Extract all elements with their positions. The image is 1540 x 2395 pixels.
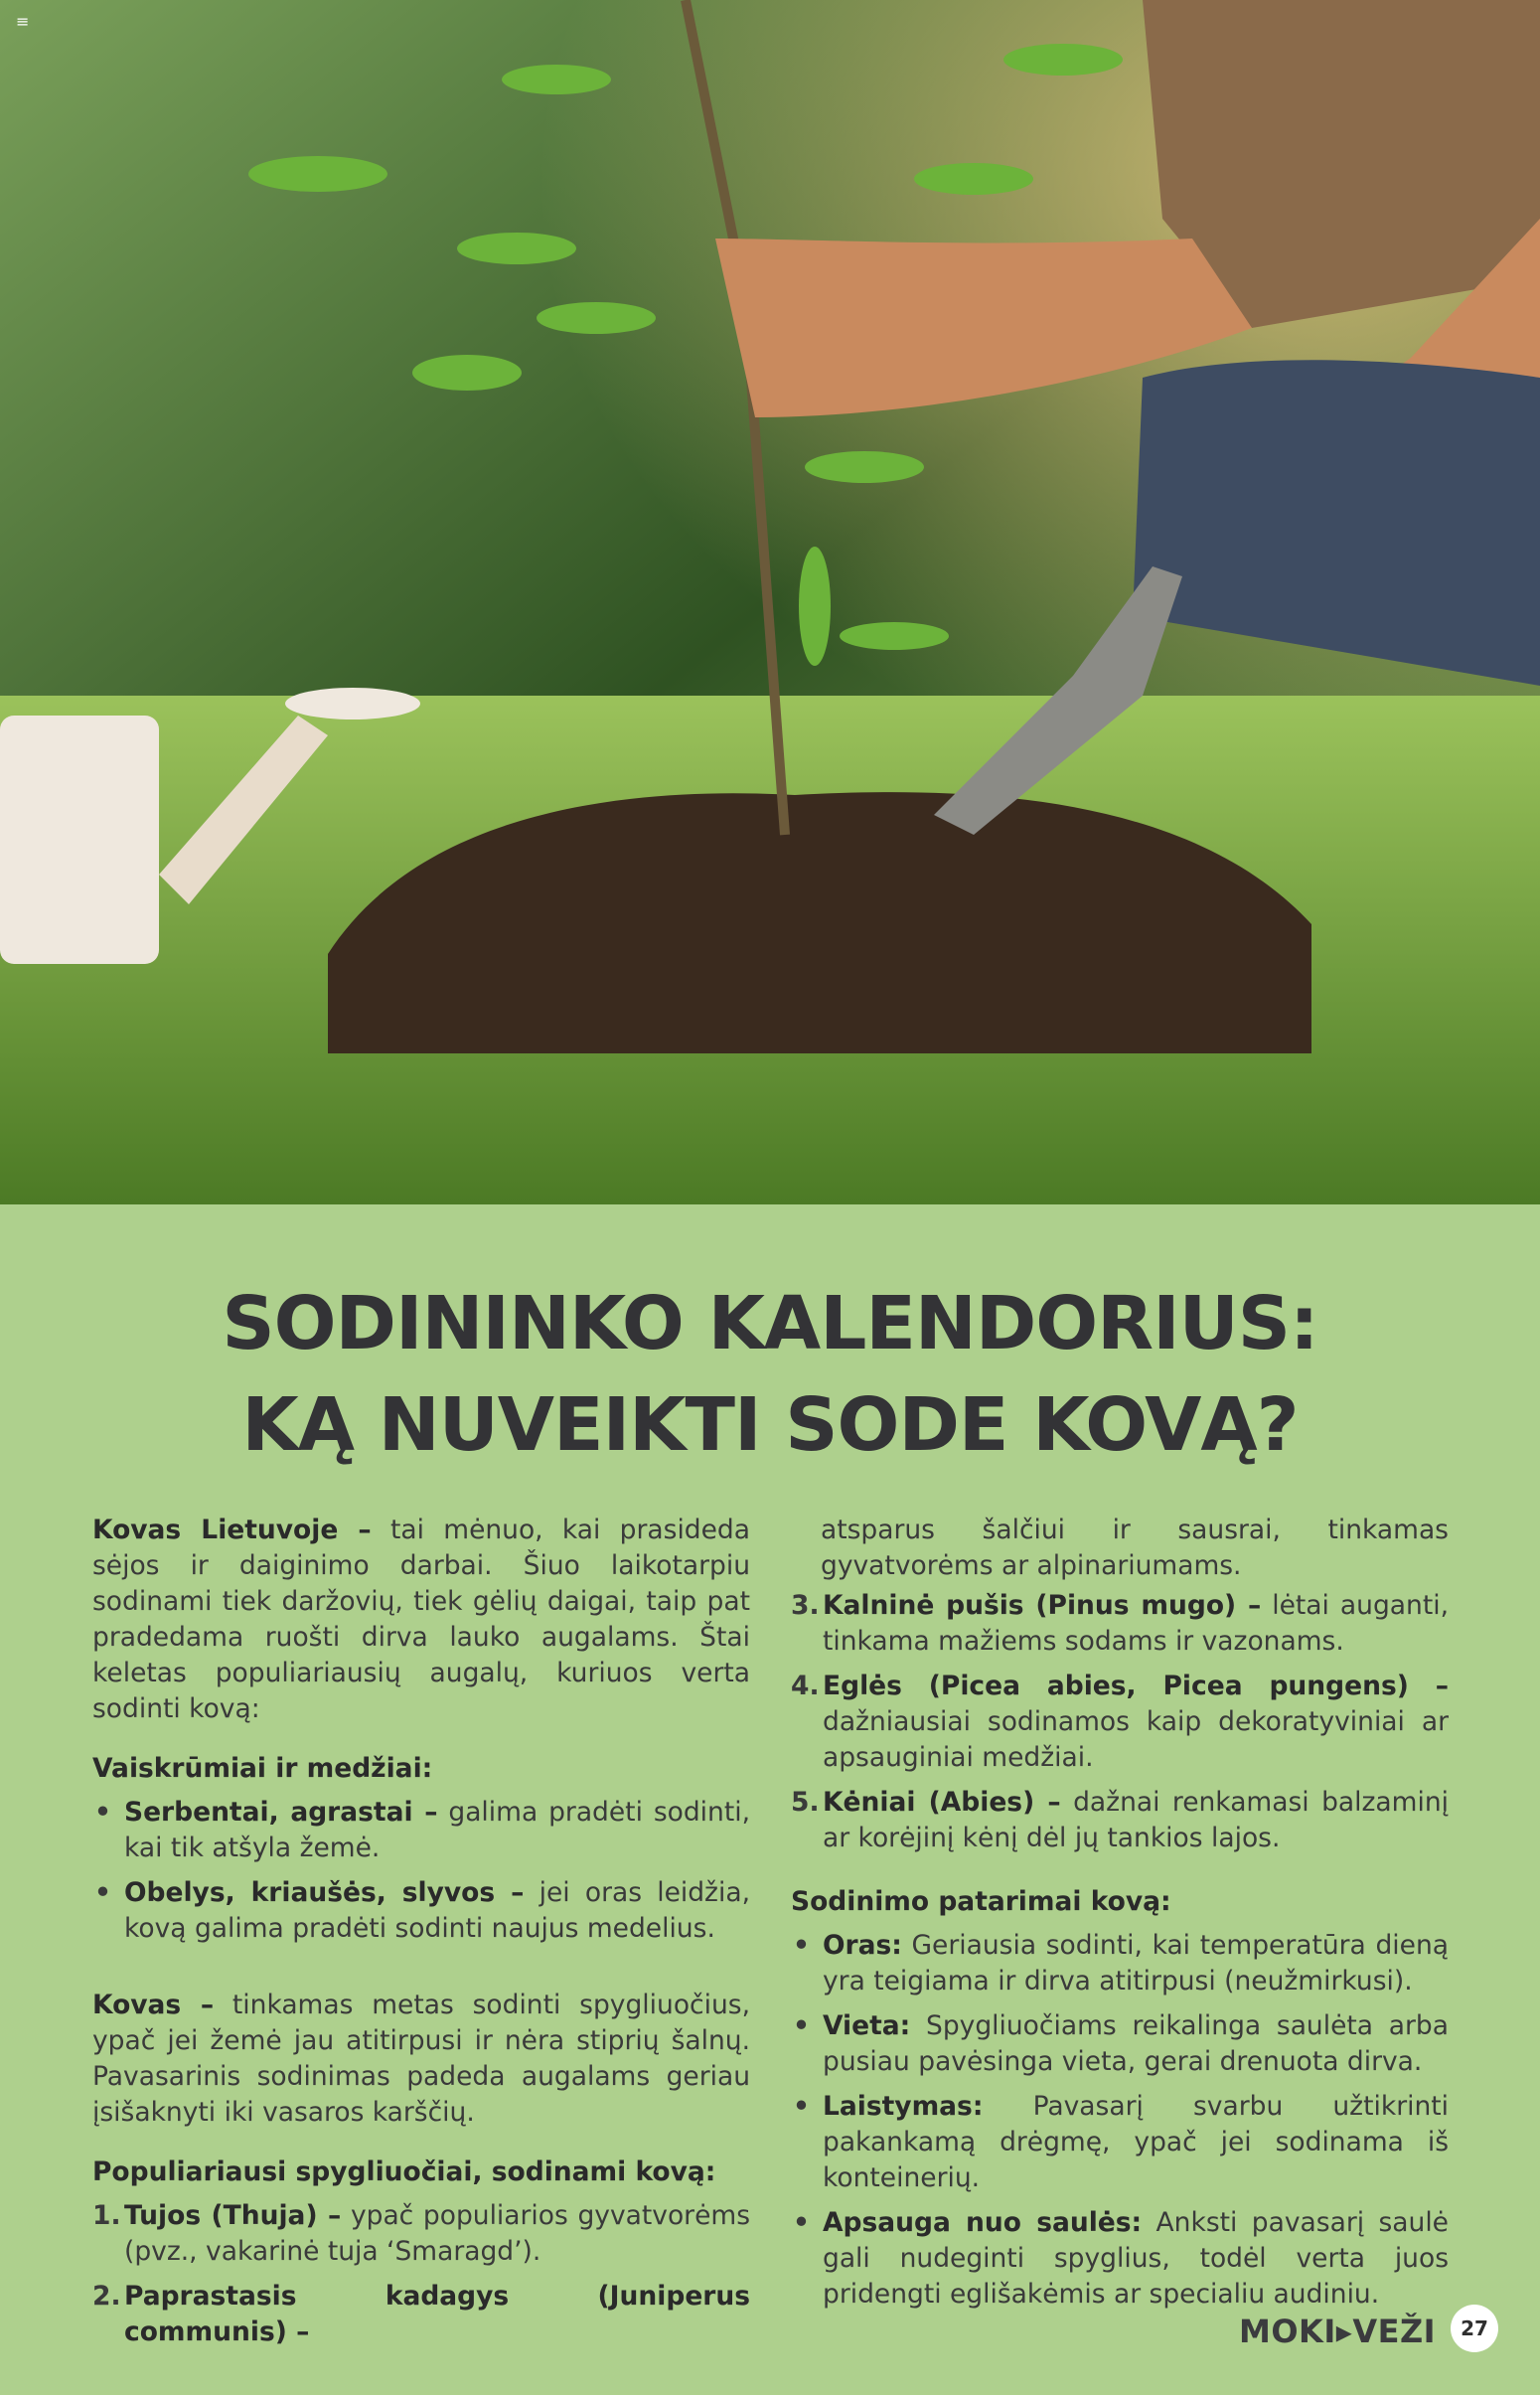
page-number: 27 [1451,2305,1498,2352]
shrubs-heading: Vaiskrūmiai ir medžiai: [92,1753,433,1784]
item-text: Spygliuočiams reikalinga saulėta arba pusiau pavėsinga vieta, gerai drenuota dirva. [823,2010,1449,2077]
list-item [92,1795,750,1866]
item-bold: Obelys, kriaušės, slyvos – [124,1877,525,1908]
list-item [92,2279,750,2350]
conifers-list [92,2198,750,2350]
intro-bold: Kovas Lietuvoje – [92,1515,372,1545]
march-paragraph [92,1988,750,2131]
left-column [92,1513,750,2359]
list-item [791,2089,1449,2196]
item-number: 2. [92,2281,121,2312]
item-text: ypač populiarios gyvatvorėms (pvz., vakarinė tuja ‘Smaragd’). [124,2200,751,2267]
item-bold: Kėniai (Abies) – [823,1787,1061,1818]
item-bold: Kalninė pušis (Pinus mugo) – [823,1590,1262,1621]
item-bold: Paprastasis kadagys (Juniperus communis) – [124,2281,750,2347]
item-number: 5. [791,1787,820,1818]
march-text: tinkamas metas sodinti spygliuočius, ypač jei žemė jau atitirpusi ir nėra stiprių šalnų. Pavasarinis sodinimas padeda augalams geriau įsišaknyti iki vasaros karščių. [92,1990,750,2128]
list-item [791,1588,1449,1660]
conifers-list-continued [791,1588,1449,1856]
article [0,1204,1540,2395]
item-bold: Tujos (Thuja) – [124,2200,342,2231]
item-text: dažnai renkamasi balzaminį ar korėjinį kėnį dėl jų tankios lajos. [823,1787,1449,1853]
shrubs-list [92,1795,750,1947]
item-bold: Oras: [823,1930,902,1961]
list-item [791,2205,1449,2313]
item-bold: Apsauga nuo saulės: [823,2207,1143,2238]
tips-heading: Sodinimo patarimai kovą: [791,1886,1171,1917]
item-number: 3. [791,1590,820,1621]
item-text: Geriausia sodinti, kai temperatūra dieną yra teigiama ir dirva atitirpusi (neužmirkusi). [823,1930,1449,1996]
continuation-paragraph: atsparus šalčiui ir sausrai, tinkamas gyvatvorėms ar alpinariumams. [821,1515,1449,1581]
page-title-line-1: SODININKO KALENDORIUS: [222,1281,1318,1366]
item-text: Pavasarį svarbu užtikrinti pakankamą drėgmę, ypač jei sodinama iš konteinerių. [823,2091,1449,2193]
item-text: galima pradėti sodinti, kai tik atšyla žemė. [124,1797,750,1863]
list-item [791,1928,1449,1999]
tips-list [791,1928,1449,2313]
menu-icon[interactable]: ≡ [16,12,30,31]
list-item [791,2008,1449,2080]
intro-paragraph [92,1513,750,1727]
item-number: 4. [791,1671,820,1701]
item-bold: Vieta: [823,2010,911,2041]
item-number: 1. [92,2200,121,2231]
item-text: dažniausiai sodinamos kaip dekoratyviniai ar apsauginiai medžiai. [823,1706,1449,1773]
item-bold: Eglės (Picea abies, Picea pungens) – [823,1671,1449,1701]
item-text: jei oras leidžia, kovą galima pradėti sodinti naujus medelius. [124,1877,750,1944]
right-column [791,1513,1449,2321]
item-bold: Laistymas: [823,2091,984,2122]
intro-text: tai mėnuo, kai prasideda sėjos ir daiginimo darbai. Šiuo laikotarpiu sodinami tiek daržovių, tiek gėlių daigai, taip pat pradedama ruošti dirva lauko augalams. Štai keletas populiariausių augalų, kuriuos verta sodinti kovą: [92,1515,750,1724]
item-text: Anksti pavasarį saulė gali nudeginti spyglius, todėl verta juos pridengti eglišakėmis ar specialiu audiniu. [823,2207,1449,2310]
conifers-heading: Populiariausi spygliuočiai, sodinami kovą: [92,2156,716,2187]
item-text: lėtai auganti, tinkama mažiems sodams ir vazonams. [823,1590,1449,1657]
march-bold: Kovas – [92,1990,215,2020]
list-item [791,1785,1449,1856]
item-bold: Serbentai, agrastai – [124,1797,438,1828]
list-item [92,2198,750,2270]
list-item [92,1875,750,1947]
page-title-line-2: KĄ NUVEIKTI SODE KOVĄ? [241,1382,1299,1468]
list-item [791,1669,1449,1776]
brand-logo: MOKI▸VEŽI [1239,2313,1437,2350]
